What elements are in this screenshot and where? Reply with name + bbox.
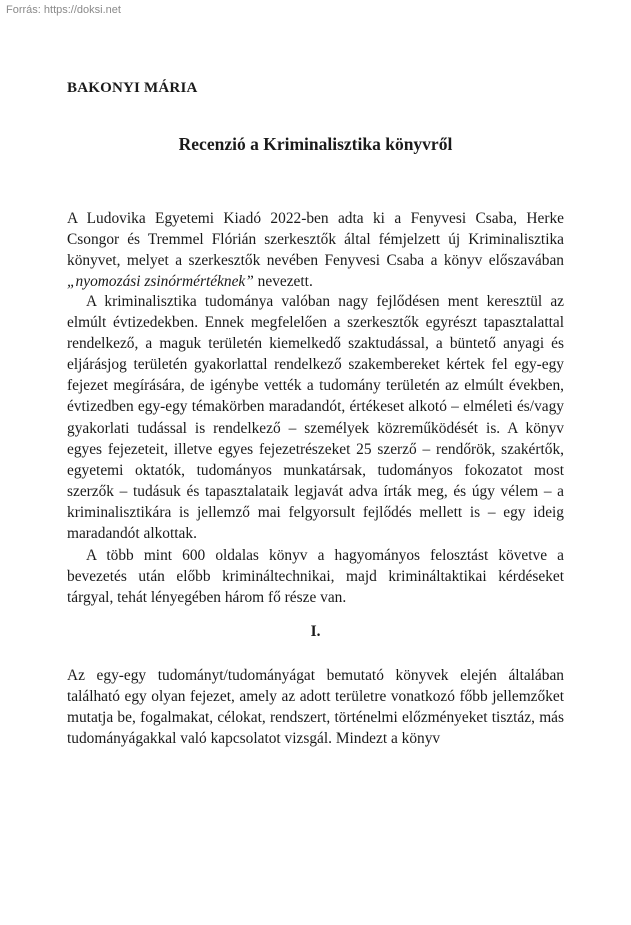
source-note: Forrás: https://doksi.net [6, 4, 121, 16]
paragraph-4: Az egy-egy tudományt/tudományágat bemutató könyvek elején általában található egy olyan fejezet, amely az adott területre vonatkozó főbb jellemzőket mutatja be, fogalmakat, célokat, rendszert, történelmi előzményeket tisztáz, más tudományágakkal való kapcsolatot vizsgál. Mindezt a könyv [67, 667, 564, 748]
paragraph-intro [67, 208, 564, 292]
author-name: BAKONYI MÁRIA [67, 80, 198, 96]
paragraph-3: A több mint 600 oldalas könyv a hagyományos felosztást követve a bevezetés után előbb krimináltechnikai, majd krimináltaktikai kérdéseket tárgyal, tehát lényegében három fő része van. [67, 547, 564, 607]
section-heading: I. [310, 623, 321, 640]
article-title: Recenzió a Kriminalisztika könyvről [178, 134, 453, 154]
paragraph-intro-end: nevezett. [253, 273, 313, 291]
paragraph-intro-text: A Ludovika Egyetemi Kiadó 2022-ben adta ki a Fenyvesi Csaba, Herke Csongor és Tremmel Flórián szerkesztők által fémjelzett új Kriminalisztika könyvet, melyet a szerkesztők nevében Fenyvesi Csaba a könyv előszavában [67, 210, 564, 270]
quoted-phrase: „nyomozási zsinórmértéknek” [67, 273, 254, 291]
paragraph-2: A kriminalisztika tudománya valóban nagy fejlődésen ment keresztül az elmúlt évtizedekben. Ennek megfelelően a szerkesztők egyrészt tapasztalattal rendelkező, a maguk területén kiemelkedő szaktudással, a büntető anyagi és eljárásjog területén gyakorlattal rendelkező szakembereket kértek fel egy-egy fejezet megírására, de igénybe vették a tudomány területén az elmúlt években, évtizedben egy-egy témakörben maradandót, értékeset alkotó – elméleti és/vagy gyakorlati tudással is rendelkező – személyek közreműködését is. A könyv egyes fejezeteit, illetve egyes fejezetrészeket 25 szerző – rendőrök, szakértők, egyetemi oktatók, tudományos munkatársak, tudományos fokozatot most szerzők – tudásuk és tapasztalataik legjavát adva írták meg, és úgy vélem – a kriminalisztikára is jellemző mai felgyorsult fejlődés mellett is – egy ideig maradandót alkottak. [67, 293, 564, 543]
